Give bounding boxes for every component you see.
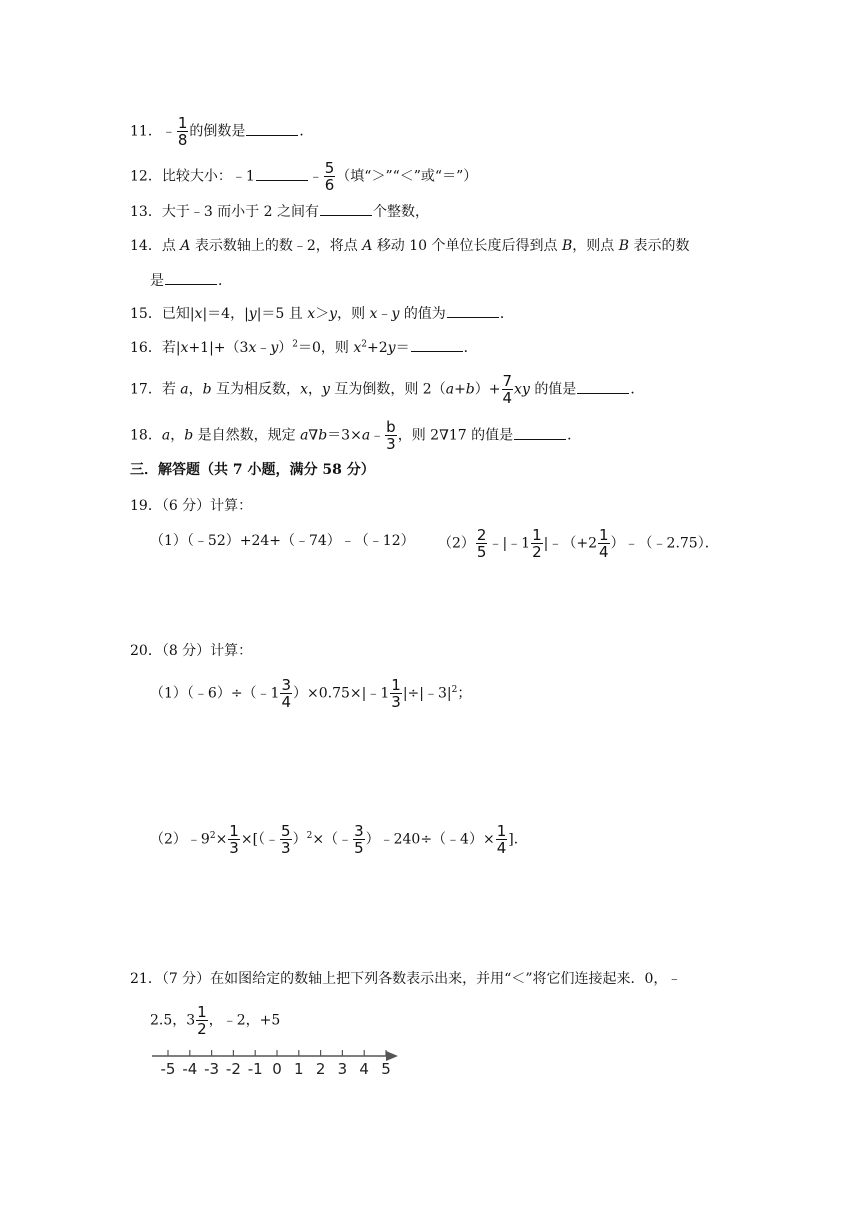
axis-tick-label: -1 (247, 1060, 263, 1078)
fraction: $\frac{b}{3}$ (386, 418, 396, 453)
fraction: $\frac{1}{4}$ (496, 822, 507, 857)
question-15: 15．已知|x|＝4，|y|＝5 且 x＞y，则 x﹣y 的值为 ． (130, 303, 514, 324)
question-13: 13．大于﹣3 而小于 2 之间有 个整数， (130, 201, 429, 222)
fraction: $\frac{5}{6}$ (324, 159, 335, 194)
axis-tick-label: 0 (272, 1060, 282, 1078)
axis-tick-label: -4 (182, 1060, 198, 1078)
question-14: 14．点 A 表示数轴上的数﹣2，将点 A 移动 10 个单位长度后得到点 B，则点 B 表示的数 (130, 238, 690, 254)
question-19-head: 19．（6 分）计算： (130, 498, 253, 514)
fraction: $\frac{1}{3}$ (229, 822, 239, 857)
question-21: 21．（7 分）在如图给定的数轴上把下列各数表示出来，并用“＜”将它们连接起来．0，﹣ (130, 971, 682, 987)
answer-blank[interactable] (320, 201, 372, 216)
axis-tick-label: -2 (225, 1060, 241, 1078)
axis-tick-label: -3 (204, 1060, 220, 1078)
answer-blank[interactable] (447, 303, 499, 318)
axis-tick-label: 5 (381, 1060, 391, 1078)
question-14-cont: 是 ． (150, 270, 232, 291)
question-19-part2: （2） $\frac{2}{5}$ ﹣|﹣1 $\frac{1}{2}$ |﹣（+2 $\frac{1}{4}$ ）﹣（﹣2.75）． (438, 526, 719, 561)
fraction: $\frac{7}{4}$ (502, 372, 513, 407)
fraction: $\frac{1}{4}$ (599, 526, 609, 561)
question-18: 18．a，b 是自然数，规定 a∇b＝3×a﹣ $\frac{b}{3}$ ，则 2∇17 的值是 ． (130, 418, 582, 453)
axis-tick-labels (161, 1060, 391, 1078)
fraction: $\frac{1}{2}$ (197, 1003, 207, 1038)
question-20-part2: $(2)﹣9^2\times$ $\frac{1}{3}$ ×[（﹣ $\frac{5}{3}$ ）$^2$×（﹣ $\frac{3}{5}$ ）﹣240÷（﹣4）× $\frac{1}{4}$ ]． (150, 822, 528, 857)
question-12: 12．比较大小：﹣1 ﹣ $\frac{5}{6}$ （填“＞”“＜”或“＝”） (130, 159, 478, 194)
answer-blank[interactable] (165, 270, 217, 285)
answer-blank[interactable] (577, 379, 629, 394)
fraction: $\frac{3}{5}$ (354, 822, 364, 857)
question-20-part1: （1）（﹣6）÷（﹣1 $\frac{3}{4}$ ）×0.75×|﹣1 $\frac{1}{3}$ $|\div|﹣3|^2$； (150, 676, 472, 711)
fraction: $\frac{1}{2}$ (532, 526, 542, 561)
axis-tick-label: 4 (359, 1060, 369, 1078)
axis-ticks (168, 1050, 386, 1056)
question-21-cont: 2.5，3 $\frac{1}{2}$ ，﹣2，+5 (150, 1003, 281, 1038)
axis-tick-label: 3 (337, 1060, 348, 1078)
answer-blank[interactable] (246, 121, 298, 136)
fraction: $\frac{2}{5}$ (476, 526, 487, 561)
question-17: 17．若 a，b 互为相反数，x，y 互为倒数，则 2（a+b）+ $\frac{7}{4}$ xy 的值是 ． (130, 372, 645, 407)
number-line[interactable] (150, 1042, 410, 1086)
axis-tick-label: 2 (315, 1060, 326, 1078)
answer-blank[interactable] (514, 425, 566, 440)
question-11: 11．﹣ $\frac{1}{8}$ 的倒数是 ． (130, 114, 314, 149)
axis-tick-label: 1 (294, 1060, 304, 1078)
fraction: $\frac{1}{8}$ (177, 114, 188, 149)
question-20-head: 20．（8 分）计算： (130, 643, 253, 659)
answer-blank[interactable] (411, 337, 463, 352)
answer-blank[interactable] (256, 166, 308, 181)
section-heading: 三．解答题（共 7 小题，满分 58 分） (130, 462, 375, 478)
fraction: $\frac{3}{4}$ (281, 676, 291, 711)
fraction: $\frac{1}{3}$ (391, 676, 401, 711)
question-19-part1: （1）（﹣52）+24+（﹣74）﹣（﹣12） (150, 533, 415, 549)
number-line-svg[interactable] (150, 1042, 410, 1082)
question-16: 16．若|x+1|+（3x﹣y）$^2$＝0，则 $x^2+2y=$ ． (130, 337, 478, 358)
fraction: $\frac{5}{3}$ (281, 822, 291, 857)
axis-tick-label: -5 (160, 1060, 176, 1078)
